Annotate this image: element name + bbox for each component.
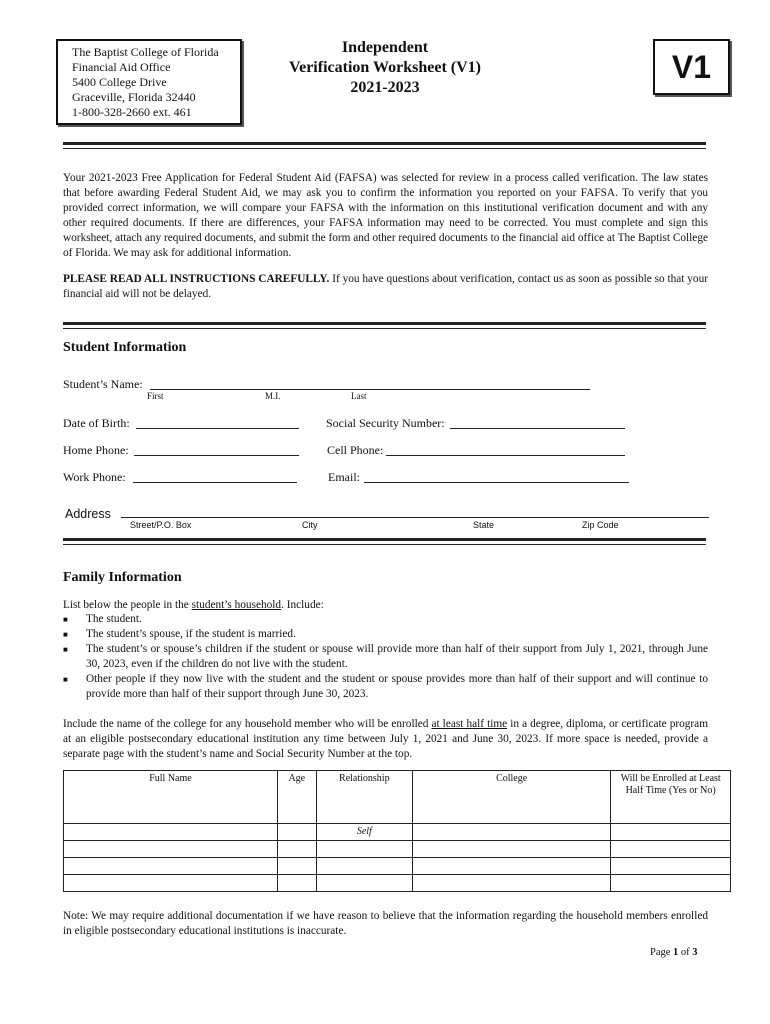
household-table	[63, 770, 731, 892]
address-line-5: 1-800-328-2660 ext. 461	[72, 105, 192, 119]
last-name-sublabel: Last	[351, 391, 367, 401]
cell-half-time[interactable]	[611, 858, 731, 875]
list-item: ■ The student’s spouse, if the student is married.	[63, 628, 296, 640]
address-line-4: Graceville, Florida 32440	[72, 90, 196, 104]
cell-college[interactable]	[412, 824, 610, 841]
street-sublabel: Street/P.O. Box	[130, 520, 192, 530]
title-line-1: Independent	[341, 39, 429, 56]
address-line-2: Financial Aid Office	[72, 60, 171, 74]
table-row	[64, 824, 731, 841]
cell-full-name[interactable]	[64, 858, 278, 875]
title-line-3: 2021-2023	[350, 79, 420, 96]
instructions-bold: PLEASE READ ALL INSTRUCTIONS CAREFULLY.	[63, 273, 330, 285]
cell-full-name[interactable]	[64, 841, 278, 858]
table-header-row	[64, 771, 731, 824]
header-age: Age	[277, 771, 316, 824]
household-intro-underline: student’s household	[191, 599, 282, 611]
header-relationship: Relationship	[316, 771, 412, 824]
zip-sublabel: Zip Code	[582, 520, 619, 530]
student-name-label: Student’s Name:	[63, 377, 143, 391]
list-item: ■ The student.	[63, 613, 142, 625]
header-full-name: Full Name	[64, 771, 278, 824]
email-label: Email:	[328, 470, 360, 484]
list-item: ■ The student’s or spouse’s children if the student or spouse will provide more than half of their support from July 1, 2021, through June 30, 2023, even if the children do not live with the student.	[63, 643, 708, 670]
table-row	[64, 875, 731, 892]
divider	[63, 148, 706, 149]
college-address-box	[56, 39, 242, 125]
cell-college[interactable]	[412, 875, 610, 892]
cell-half-time[interactable]	[611, 841, 731, 858]
cell-age[interactable]	[277, 841, 316, 858]
household-intro	[63, 598, 708, 613]
cell-full-name[interactable]	[64, 824, 278, 841]
divider	[63, 328, 706, 329]
divider	[63, 142, 706, 145]
address-field[interactable]	[121, 517, 709, 518]
family-info-heading: Family Information	[63, 570, 182, 585]
cell-college[interactable]	[412, 858, 610, 875]
work-phone-label: Work Phone:	[63, 470, 126, 484]
table-row	[64, 858, 731, 875]
page-title	[260, 38, 510, 98]
student-info-heading: Student Information	[63, 340, 187, 355]
header-college: College	[412, 771, 610, 824]
instructions-paragraph	[63, 272, 708, 302]
email-field[interactable]	[364, 482, 629, 483]
address-line-3: 5400 College Drive	[72, 75, 167, 89]
list-item: ■ Other people if they now live with the student and the student or spouse provides more than half of their support and will continue to provide more than half of their support through June 30, 2023.	[63, 673, 708, 700]
home-phone-label: Home Phone:	[63, 443, 129, 457]
cell-half-time[interactable]	[611, 824, 731, 841]
table-row	[64, 841, 731, 858]
student-name-field[interactable]	[150, 389, 590, 390]
household-intro-post: . Include:	[281, 599, 324, 611]
divider	[63, 538, 706, 541]
household-intro-pre: List below the people in the	[63, 599, 192, 611]
first-name-sublabel: First	[147, 391, 164, 401]
mi-sublabel: M.I.	[265, 391, 281, 401]
cell-relationship-self: Self	[316, 824, 412, 841]
household-bullets	[63, 612, 708, 702]
version-badge: V1	[653, 39, 730, 95]
instructions-text: If you have questions about verification, contact us as soon as possible so that your financial aid will not be delayed.	[63, 273, 708, 300]
divider	[63, 322, 706, 325]
note-paragraph: Note: We may require additional documentation if we have reason to believe that the information regarding the household members enrolled in eligible postsecondary educational institutions is inaccurate.	[63, 910, 708, 937]
cell-half-time[interactable]	[611, 875, 731, 892]
ssn-label: Social Security Number:	[326, 416, 445, 430]
intro-paragraph: Your 2021-2023 Free Application for Federal Student Aid (FAFSA) was selected for review in a process called verification. The law states that before awarding Federal Student Aid, we may ask you to confirm the information you reported on your FAFSA. To verify that you provided correct information, we will compare your FAFSA with the information on this institutional verification document and with any other required documents. If there are differences, your FAFSA information may need to be corrected. You must complete and sign this worksheet, attach any required documents, and submit the form and other required documents to the financial aid office at The Baptist College of Florida. We may ask for additional information.	[63, 172, 708, 259]
cell-relationship[interactable]	[316, 875, 412, 892]
cell-age[interactable]	[277, 858, 316, 875]
ssn-field[interactable]	[450, 428, 625, 429]
dob-label: Date of Birth:	[63, 416, 130, 430]
cell-relationship[interactable]	[316, 858, 412, 875]
dob-field[interactable]	[136, 428, 299, 429]
cell-full-name[interactable]	[64, 875, 278, 892]
address-label: Address	[65, 507, 111, 521]
divider	[63, 544, 706, 545]
home-phone-field[interactable]	[134, 455, 299, 456]
address-line-1: The Baptist College of Florida	[72, 45, 219, 59]
cell-age[interactable]	[277, 875, 316, 892]
work-phone-field[interactable]	[133, 482, 297, 483]
cell-phone-field[interactable]	[386, 455, 625, 456]
cell-phone-label: Cell Phone:	[327, 443, 384, 457]
college-enrollment-paragraph: Include the name of the college for any household member who will be enrolled at least half time in a degree, diploma, or certificate program at an eligible postsecondary educational institution any time between July 1, 2021 and June 30, 2023. If more space is needed, provide a separate page with the student’s name and Social Security Number at the top.	[63, 718, 708, 760]
title-line-2: Verification Worksheet (V1)	[289, 59, 481, 76]
cell-age[interactable]	[277, 824, 316, 841]
city-sublabel: City	[302, 520, 318, 530]
state-sublabel: State	[473, 520, 495, 530]
cell-relationship[interactable]	[316, 841, 412, 858]
header-half-time: Will be Enrolled at Least Half Time (Yes or No)	[611, 771, 731, 824]
page-number: Page 1 of 3	[650, 947, 698, 958]
cell-college[interactable]	[412, 841, 610, 858]
